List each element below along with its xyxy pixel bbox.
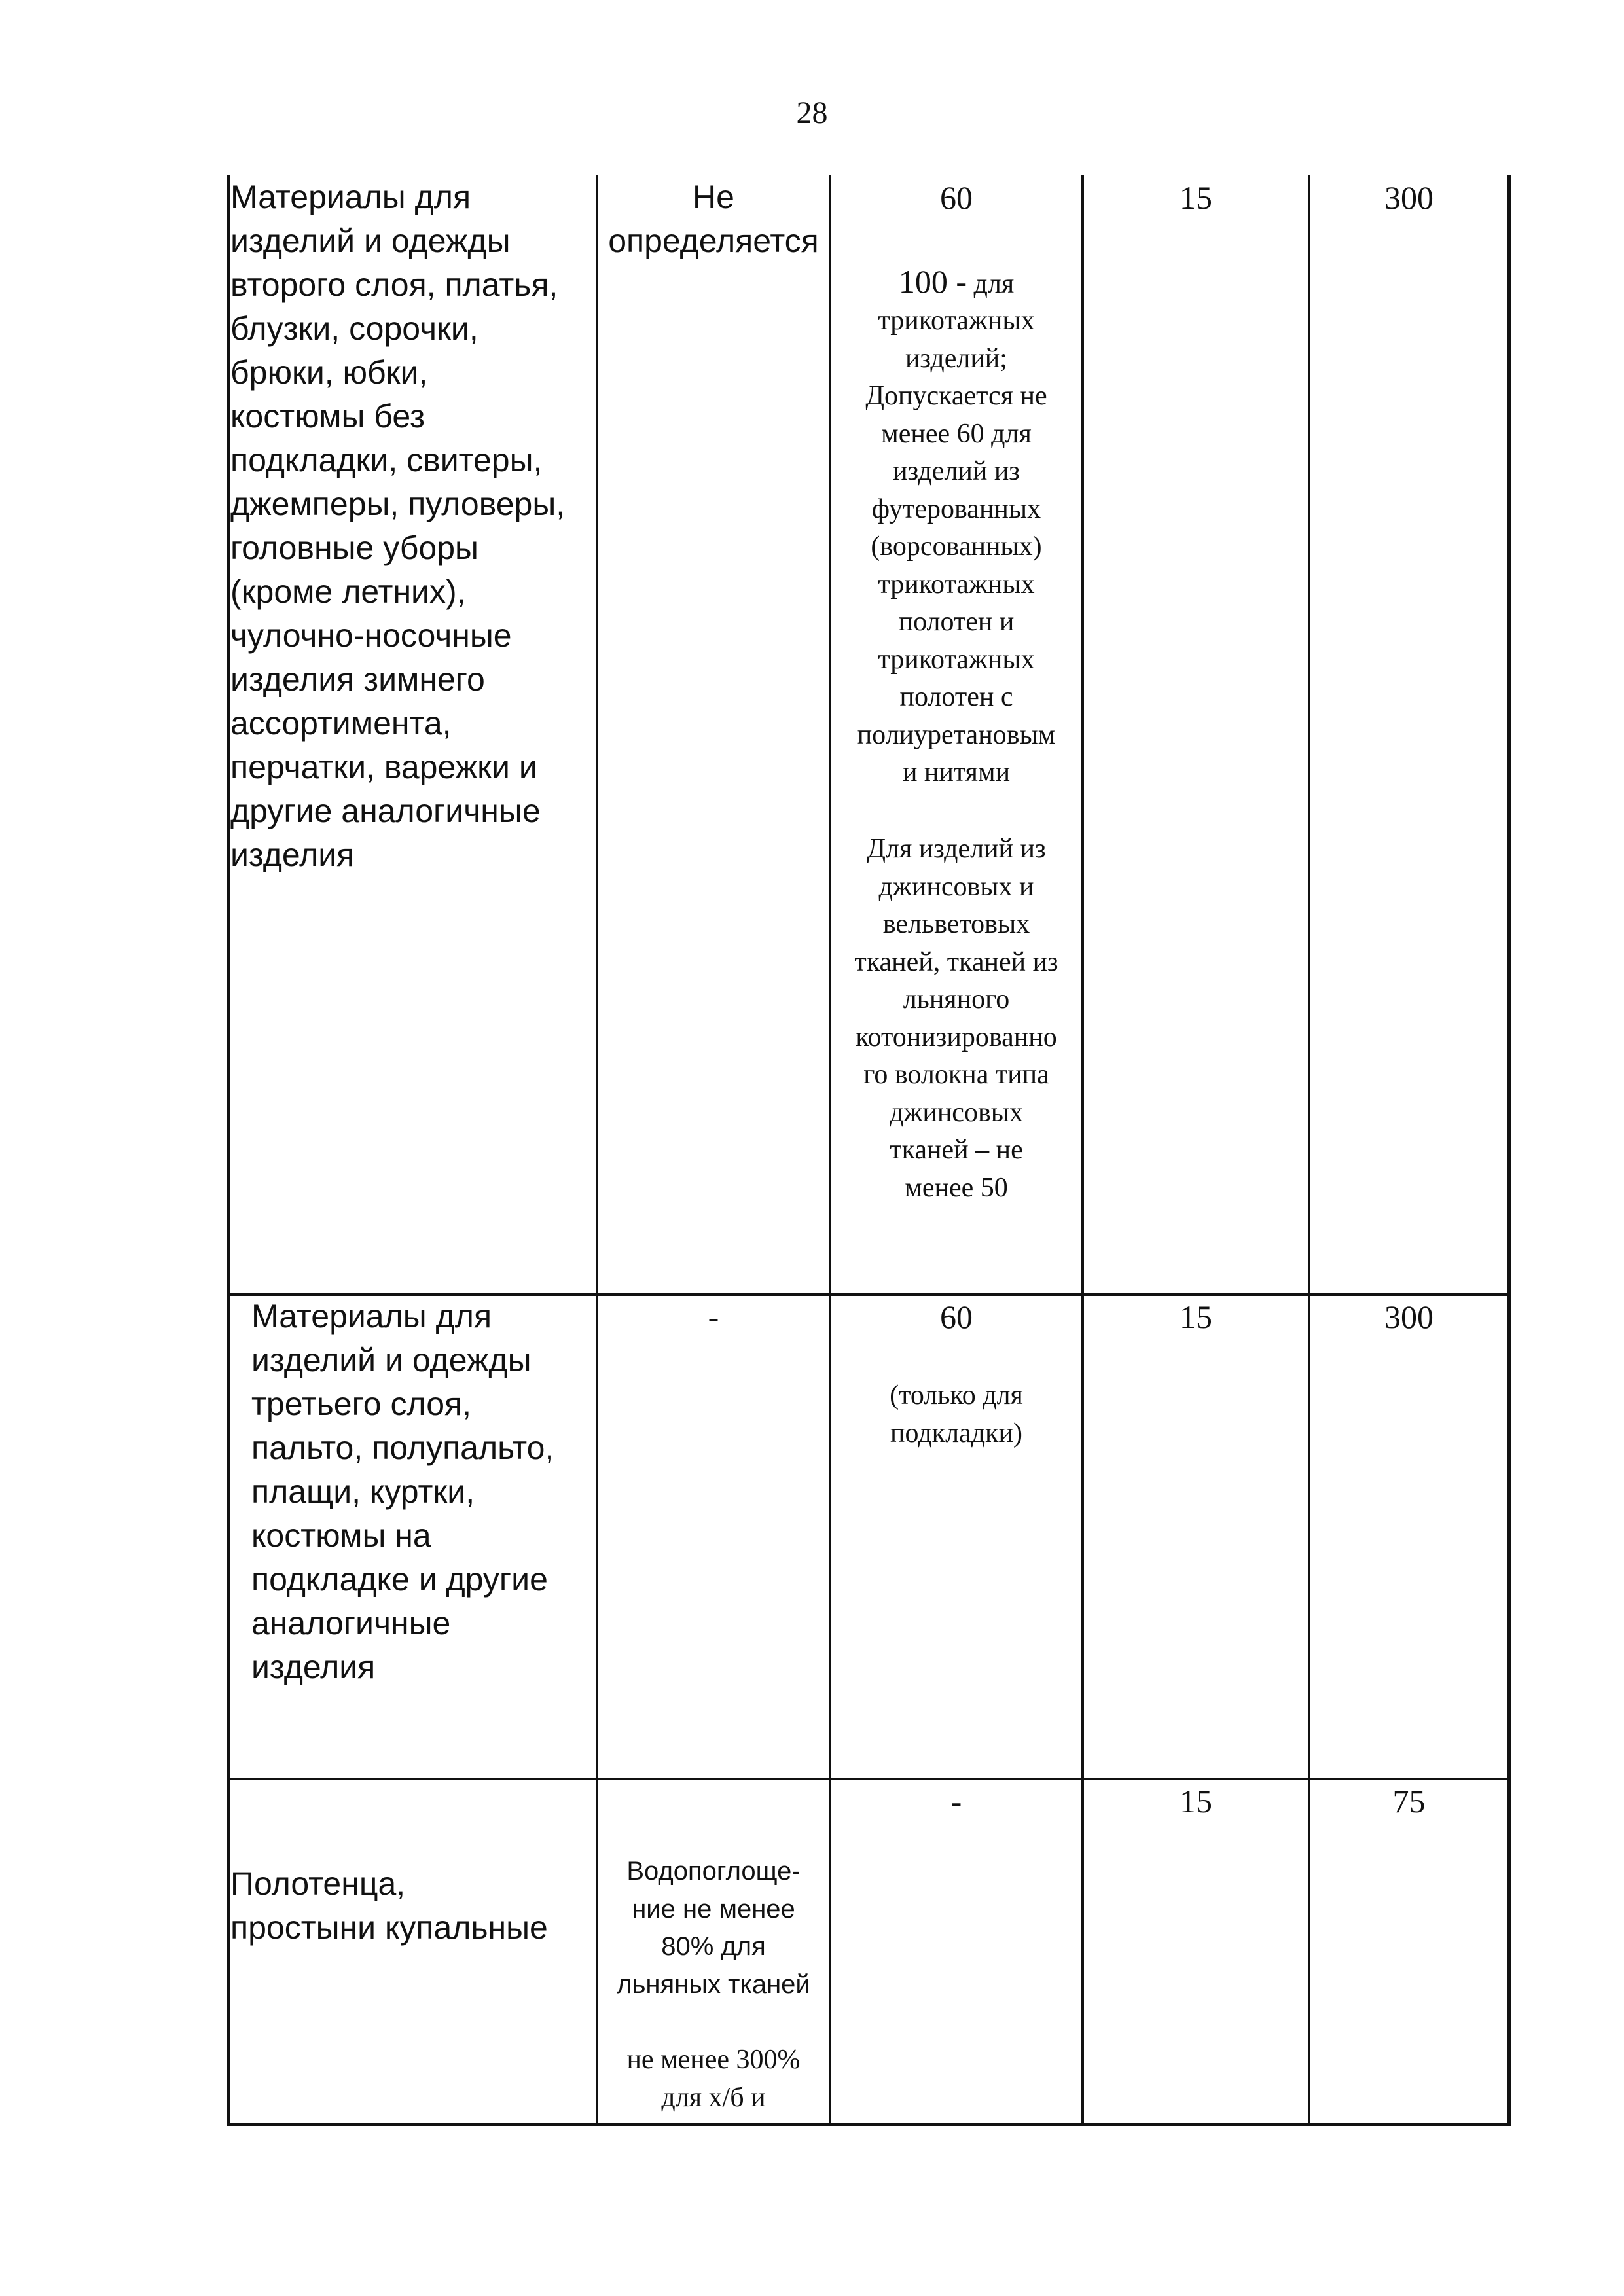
cell-col4: 15 — [1180, 179, 1212, 216]
cell-col3-value: 60 — [940, 1299, 973, 1335]
cell-col3-note: Для изделий из джинсовых и вельветовых тканей, тканей из льняного котонизированно го волокна типа джинсовых тканей – не менее 50 — [854, 834, 1058, 1203]
cell-col3-value: - — [950, 1783, 962, 1820]
cell-col3-note: трикотажных изделий; Допускается не менее 60 для изделий из футерованных (ворсованных) трикотажных полотен и трикотажных полотен с полиуретановым и нитями — [857, 306, 1056, 787]
cell-col2: Не определяется — [608, 179, 819, 259]
cell-col2: - — [708, 1299, 719, 1335]
page-number: 28 — [796, 96, 828, 130]
column-divider — [1081, 175, 1084, 2126]
column-divider — [596, 175, 598, 2126]
item-description: Полотенца, простыни купальные — [230, 1865, 548, 1946]
cell-col3-number: 100 - — [898, 263, 967, 300]
column-divider — [1308, 175, 1310, 2126]
item-description: Материалы для изделий и одежды второго слоя, платья, блузки, сорочки, брюки, юбки, костюмы без подкладки, свитеры, джемперы, пуловеры, головные уборы (кроме летних), чулочно-носочные изделия зимнего ассортимента, перчатки, варежки и другие аналогичные изделия — [230, 179, 566, 873]
cell-col5: 300 — [1384, 1299, 1434, 1335]
cell-col2-note: не менее 300% для х/б и — [626, 2045, 801, 2113]
cell-col4: 15 — [1180, 1783, 1212, 1820]
item-description: Материалы для изделий и одежды третьего слоя, пальто, полупальто, плащи, куртки, костюмы на подкладке и другие аналогичные изделия — [251, 1298, 554, 1685]
cell-col3-note: (только для подкладки) — [890, 1380, 1023, 1448]
table-border-right — [1507, 175, 1511, 2126]
cell-col4: 15 — [1180, 1299, 1212, 1335]
row-divider — [227, 1778, 1511, 1780]
cell-col5: 75 — [1392, 1783, 1426, 1820]
cell-col3-value: 60 — [940, 179, 973, 216]
cell-col3-suffix: для — [967, 269, 1015, 299]
table-border-bottom — [227, 2123, 1511, 2126]
cell-col5: 300 — [1384, 179, 1434, 216]
cell-col2: Водопоглоще- ние не менее 80% для льняных тканей — [617, 1857, 810, 1999]
